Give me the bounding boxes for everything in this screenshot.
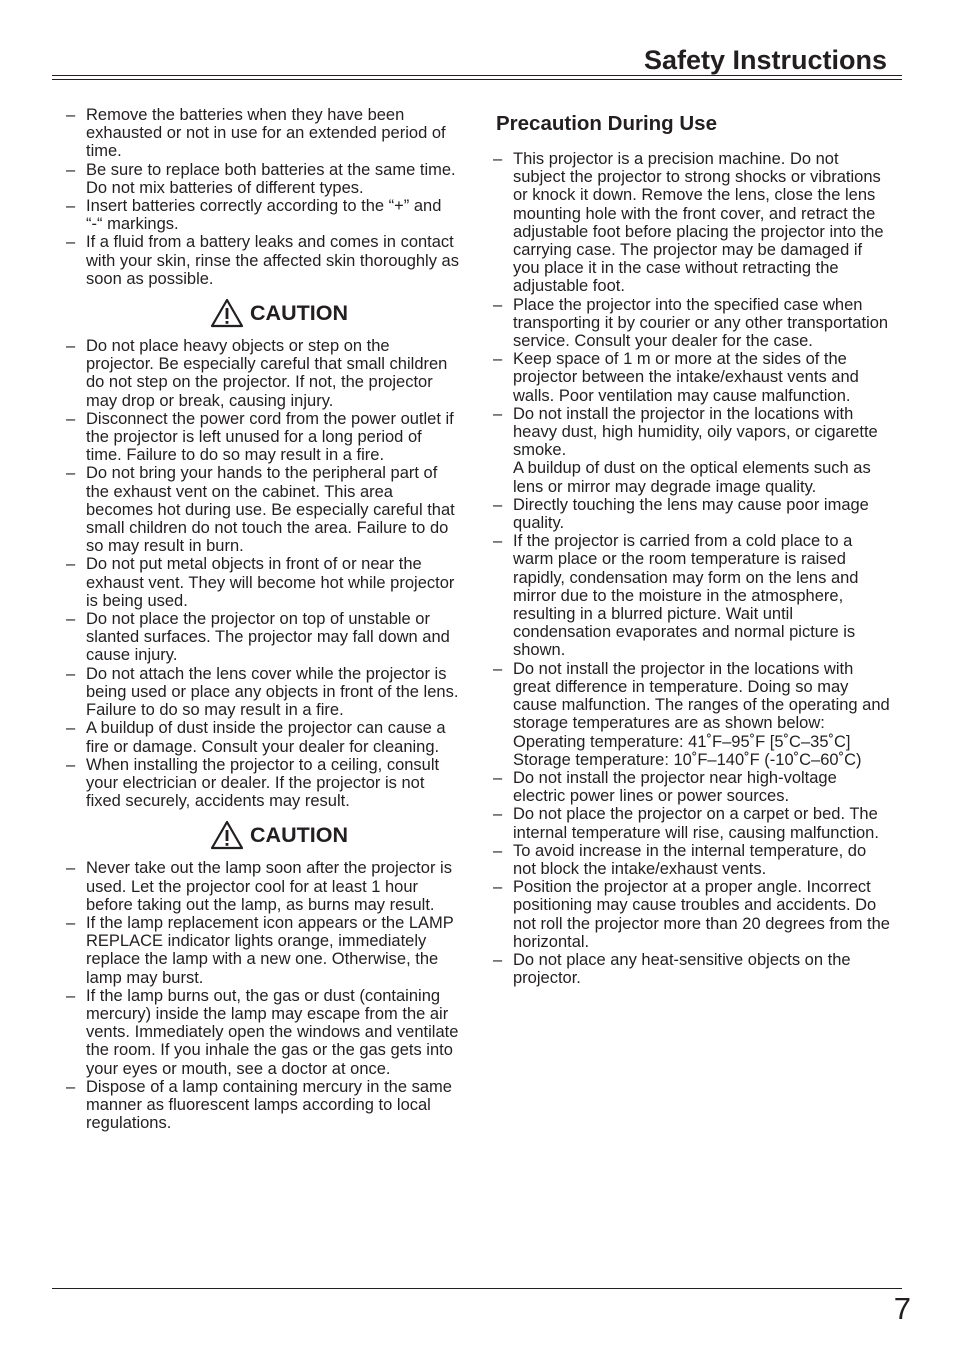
precaution-list-2 [493,496,893,733]
list-item: – Disconnect the power cord from the power outlet if the projector is left unused for a long period of time. Failure to do so may result in a fire. [66,410,462,465]
list-item: – Do not put metal objects in front of or near the exhaust vent. They will become hot while projector is being used. [66,555,462,610]
list-item: – Do not place the projector on top of unstable or slanted surfaces. The projector may fall down and cause injury. [66,610,462,665]
right-column [493,112,893,987]
list-item: – Do not place any heat-sensitive objects on the projector. [493,951,893,987]
caution-heading-lamp [66,820,462,850]
list-item: – To avoid increase in the internal temperature, do not block the intake/exhaust vents. [493,842,893,878]
dust-note: A buildup of dust on the optical elements such as lens or mirror may degrade image quality. [513,459,871,496]
list-item: – This projector is a precision machine. Do not subject the projector to strong shocks or vibrations or knock it down. Remove the lens, close the lens mounting hole with the front cover, and retract the adjustable foot before placing the projector into the carrying case. The projector may be damaged if you place it in the case without retracting the adjustable foot. [493,150,893,296]
list-item: – Do not place heavy objects or step on the projector. Be especially careful that small children do not step on the projector. If not, the projector may drop or break, causing injury. [66,337,462,410]
caution-label: CAUTION [250,823,348,848]
battery-list [66,106,462,288]
header-rule [52,75,902,76]
list-item: – If the lamp replacement icon appears or the LAMP REPLACE indicator lights orange, immediately replace the lamp with a new one. Otherwise, the lamp may burst. [66,914,462,987]
operating-temperature: Operating temperature: 41˚F–95˚F [5˚C–35˚C] [513,732,851,751]
list-item: – Dispose of a lamp containing mercury in the same manner as fluorescent lamps according to local regulations. [66,1078,462,1133]
warning-triangle-icon [210,298,244,328]
list-item: – When installing the projector to a ceiling, consult your electrician or dealer. If the projector is not fixed securely, accidents may result. [66,756,462,811]
warning-triangle-icon [210,820,244,850]
list-item: – Place the projector into the specified case when transporting it by courier or any other transportation service. Consult your dealer for the case. [493,296,893,351]
list-item: – Do not place the projector on a carpet or bed. The internal temperature will rise, causing malfunction. [493,805,893,841]
list-item: – Do not bring your hands to the peripheral part of the exhaust vent on the cabinet. This area becomes hot during use. Be especially careful that small children do not touch the area. Failure to do so may result in burn. [66,464,462,555]
page-number: 7 [893,1291,911,1326]
precaution-list-3 [493,769,893,987]
precaution-list [493,150,893,459]
lamp-caution-list [66,859,462,1132]
list-item: – Never take out the lamp soon after the projector is used. Let the projector cool for at least 1 hour before taking out the lamp, as burns may result. [66,859,462,914]
header-rule-thin [52,79,902,80]
list-item: – Be sure to replace both batteries at the same time. Do not mix batteries of different types. [66,161,462,197]
list-item: – Do not attach the lens cover while the projector is being used or place any objects in front of the lens. Failure to do so may result in a fire. [66,665,462,720]
section-title: Precaution During Use [496,112,717,135]
list-item: – Directly touching the lens may cause poor image quality. [493,496,893,532]
list-item: – Remove the batteries when they have been exhausted or not in use for an extended period of time. [66,106,462,161]
left-column [66,106,462,1132]
list-item: – Keep space of 1 m or more at the sides of the projector between the intake/exhaust vents and walls. Poor ventilation may cause malfunction. [493,350,893,405]
footer-rule [52,1288,902,1289]
list-item: – If a fluid from a battery leaks and comes in contact with your skin, rinse the affected skin thoroughly as soon as possible. [66,233,462,288]
list-item: – If the projector is carried from a cold place to a warm place or the room temperature is raised rapidly, condensation may form on the lens and mirror due to the moisture in the atmosphere, resulting in a blurred picture. Wait until condensation evaporates and normal picture is shown. [493,532,893,659]
list-item: – Do not install the projector near high-voltage electric power lines or power sources. [493,769,893,805]
list-item: – Do not install the projector in the locations with heavy dust, high humidity, oily vapors, or cigarette smoke. [493,405,893,460]
page-title: Safety Instructions [643,45,887,75]
list-item: – Position the projector at a proper angle. Incorrect positioning may cause troubles and accidents. Do not roll the projector more than 20 degrees from the horizontal. [493,878,893,951]
caution-list [66,337,462,810]
caution-heading [66,298,462,328]
list-item: – Insert batteries correctly according to the “+” and “-“ markings. [66,197,462,233]
caution-label: CAUTION [250,300,348,325]
storage-temperature: Storage temperature: 10˚F–140˚F (-10˚C–60˚C) [513,750,862,769]
list-item: – A buildup of dust inside the projector can cause a fire or damage. Consult your dealer for cleaning. [66,719,462,755]
list-item: – Do not install the projector in the locations with great difference in temperature. Doing so may cause malfunction. The ranges of the operating and storage temperatures are as shown below: [493,660,893,733]
list-item: – If the lamp burns out, the gas or dust (containing mercury) inside the lamp may escape from the air vents. Immediately open the windows and ventilate the room. If you inhale the gas or the gas gets into your eyes or mouth, see a doctor at once. [66,987,462,1078]
